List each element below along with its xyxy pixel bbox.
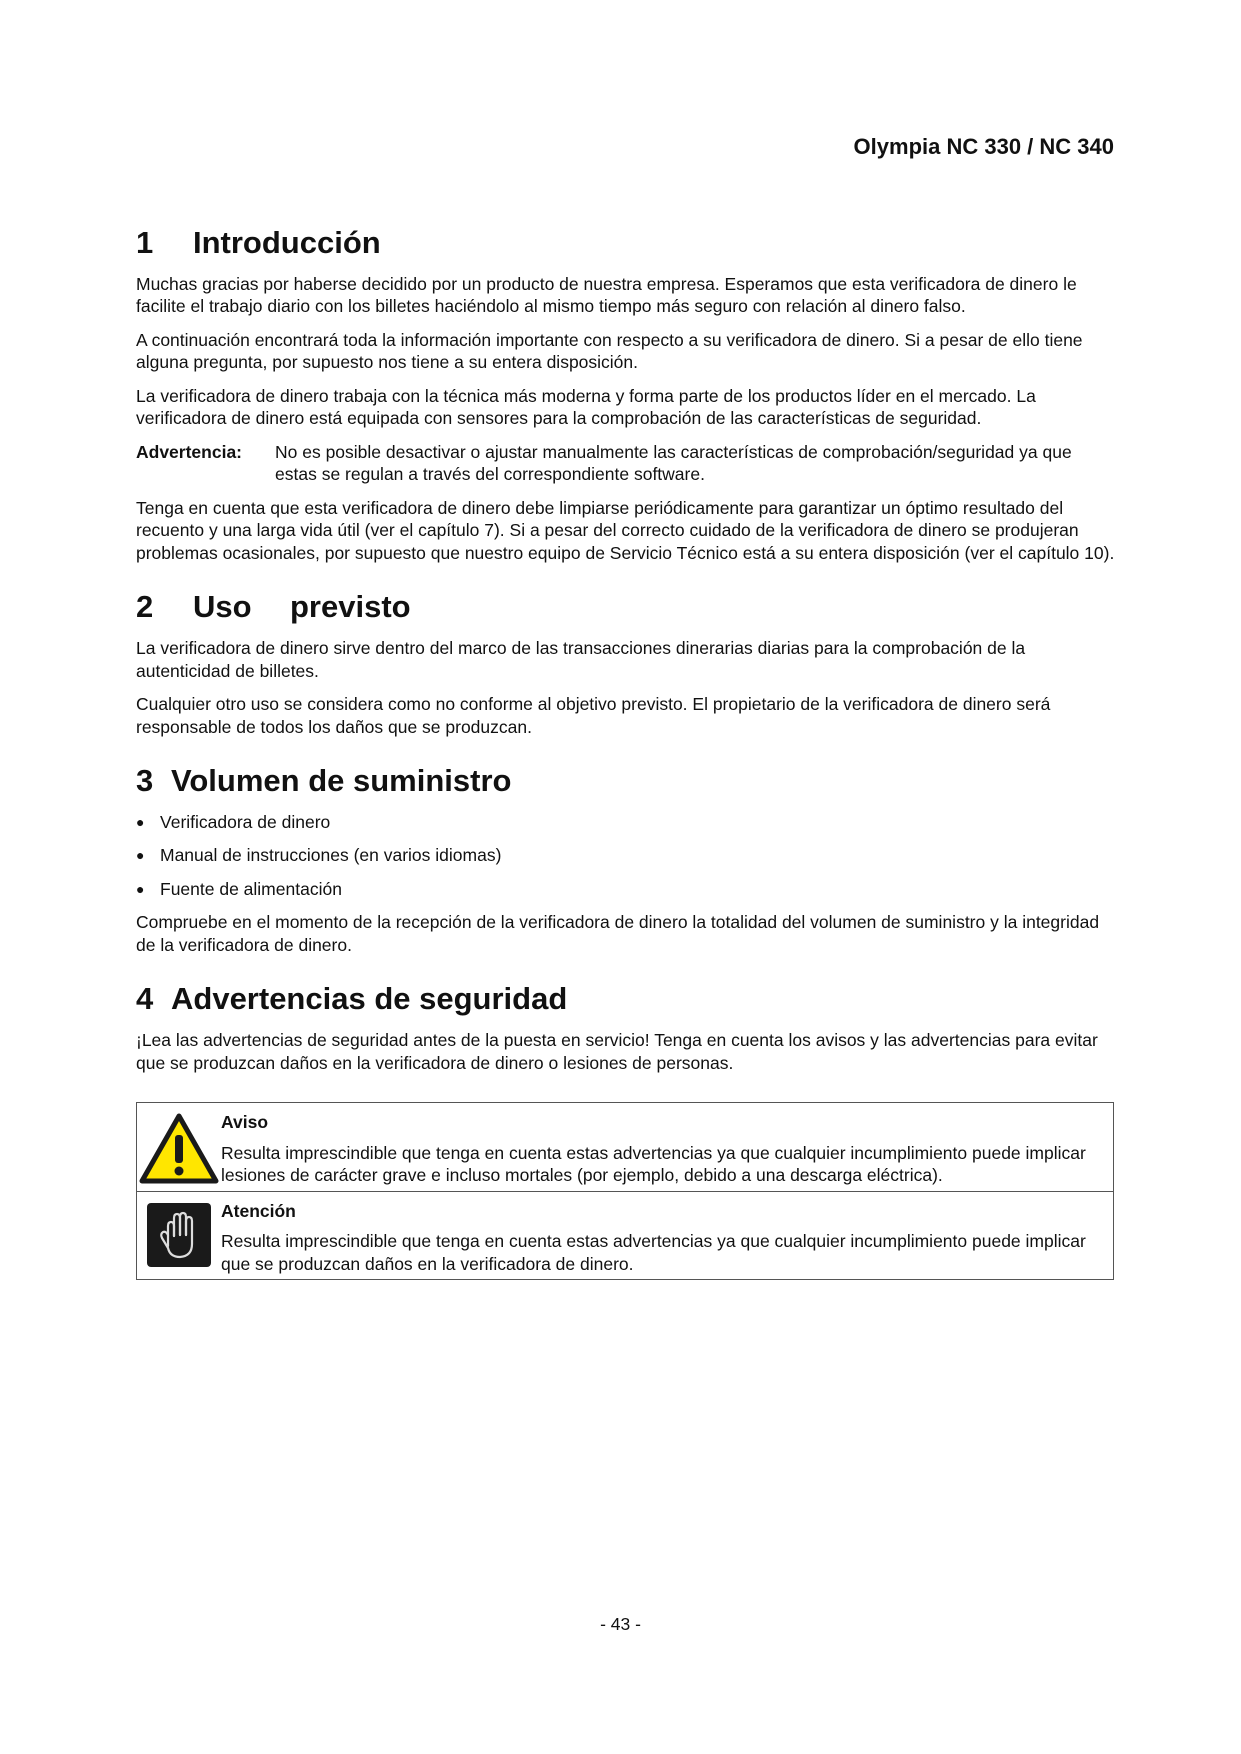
warning-text: No es posible desactivar o ajustar manualmente las características de comprobación/seguridad ya que estas se regulan a través del correspondiente software.	[275, 441, 1072, 485]
warning-triangle-icon	[137, 1111, 221, 1187]
section-title-word: Uso	[193, 589, 252, 625]
paragraph: A continuación encontrará toda la información importante con respecto a su verificadora de dinero. Si a pesar de ello tiene alguna pregunta, por supuesto nos tiene a su entera disposición.	[136, 329, 1083, 373]
paragraph: Tenga en cuenta que esta verificadora de dinero debe limpiarse periódicamente para garantizar un óptimo resultado del recuento y una larga vida útil (ver el capítulo 7). Si a pesar del correcto cuidado de la verificadora de dinero se produjeran problemas ocasionales, por supuesto que nuestro equipo de Servicio Técnico está a su entera disposición (ver el capítulo 10).	[136, 497, 1115, 563]
paragraph: Cualquier otro uso se considera como no conforme al objetivo previsto. El propietario de la verificadora de dinero será responsable de todos los daños que se produzcan.	[136, 694, 1051, 737]
page-header-title: Olympia NC 330 / NC 340	[853, 134, 1114, 159]
section-number: 3	[136, 763, 154, 798]
section-number: 2	[136, 589, 154, 625]
paragraph: La verificadora de dinero trabaja con la técnica más moderna y forma parte de los productos líder en el mercado. La verificadora de dinero está equipada con sensores para la comprobación de las características de seguridad.	[136, 385, 1036, 429]
section-heading-uso-previsto	[136, 588, 1116, 627]
section-title: Introducción	[193, 225, 381, 260]
list-item: ● Fuente de alimentación	[136, 878, 342, 899]
notice-title: Aviso	[221, 1112, 269, 1132]
list-item: ● Verificadora de dinero	[136, 811, 331, 832]
notice-title: Atención	[221, 1200, 296, 1221]
warning-label: Advertencia:	[136, 441, 243, 462]
notice-text: Resulta imprescindible que tenga en cuenta estas advertencias ya que cualquier incumplimiento puede implicar que se produzcan daños en la verificadora de dinero.	[221, 1231, 1086, 1274]
section-number: 4	[136, 981, 154, 1017]
paragraph: La verificadora de dinero sirve dentro del marco de las transacciones dinerarias diarias para la comprobación de la autenticidad de billetes.	[136, 638, 1026, 681]
section-title: Advertencias de seguridad	[171, 981, 568, 1017]
page-content	[136, 224, 1116, 1280]
section-number: 1	[136, 225, 154, 260]
paragraph: Muchas gracias por haberse decidido por un producto de nuestra empresa. Esperamos que esta verificadora de dinero le facilite el trabajo diario con los billetes haciéndolo al mismo tiempo más seguro con relación al dinero falso.	[136, 273, 1077, 317]
bullet-icon: ●	[136, 847, 145, 864]
page-number: - 43 -	[600, 1614, 641, 1634]
section-heading-advertencias-de-seguridad	[136, 980, 1116, 1019]
bullet-icon: ●	[136, 880, 145, 897]
section-heading-volumen-de-suministro	[136, 762, 1116, 801]
section-title-word: previsto	[290, 589, 411, 625]
bullet-icon: ●	[136, 813, 145, 830]
notice-atencion	[137, 1191, 1113, 1280]
safety-notices-table	[136, 1102, 1114, 1280]
list-item: ● Manual de instrucciones (en varios idiomas)	[136, 845, 502, 866]
notice-text: Resulta imprescindible que tenga en cuenta estas advertencias ya que cualquier incumplimiento puede implicar lesiones de carácter grave e incluso mortales (por ejemplo, debido a una descarga eléctrica).	[221, 1142, 1086, 1185]
section-heading-introduccion	[136, 224, 1116, 263]
supply-list	[136, 811, 1116, 901]
warning-note	[136, 441, 1116, 486]
notice-aviso	[137, 1103, 1113, 1191]
section-title: Volumen de suministro	[171, 763, 512, 798]
stop-hand-icon	[137, 1200, 221, 1276]
paragraph: Compruebe en el momento de la recepción de la verificadora de dinero la totalidad del volumen de suministro y la integridad de la verificadora de dinero.	[136, 912, 1100, 955]
paragraph: ¡Lea las advertencias de seguridad antes de la puesta en servicio! Tenga en cuenta los avisos y las advertencias para evitar que se produzcan daños en la verificadora de dinero o lesiones de personas.	[136, 1030, 1098, 1073]
